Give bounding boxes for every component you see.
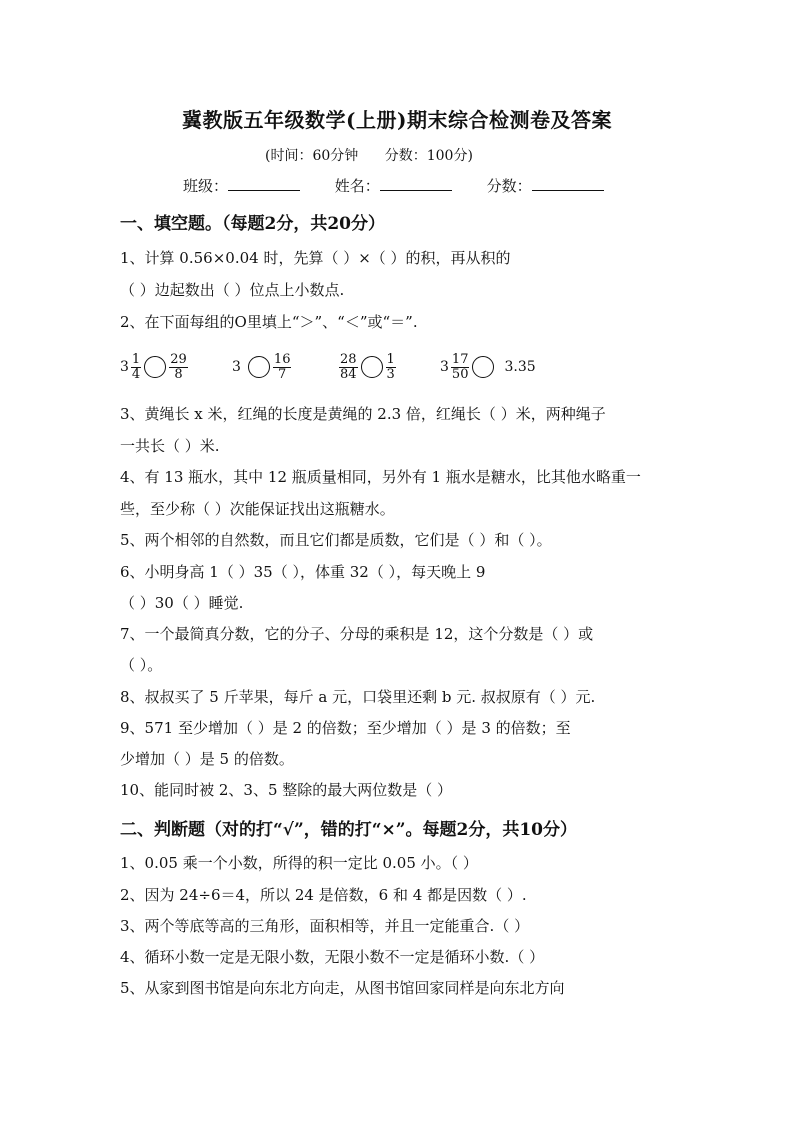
question-line: 1、计算 0.56×0.04 时，先算（ ）×（ ）的积，再从积的 (120, 249, 511, 267)
comparison-group-1 (120, 347, 189, 387)
denominator: 4 (131, 366, 141, 382)
class-blank[interactable] (228, 176, 300, 191)
question-line: 10、能同时被 2、3、5 整除的最大两位数是（ ） (120, 781, 453, 799)
section-heading-fill-in: 一、填空题。（每题2分，共20分） (120, 214, 385, 234)
compare-circle[interactable] (144, 356, 166, 378)
numerator: 1 (386, 351, 395, 367)
question-line: 4、有 13 瓶水，其中 12 瓶质量相同，另外有 1 瓶水是糖水，比其他水略重一 (120, 468, 641, 486)
comparison-group-4 (440, 347, 537, 387)
total-score: 分数：100分) (384, 148, 473, 164)
question-line: 2、因为 24÷6＝4，所以 24 是倍数，6 和 4 都是因数（ ）. (120, 886, 527, 904)
whole-part: 3 (120, 359, 129, 375)
question-line: 8、叔叔买了 5 斤苹果，每斤 a 元，口袋里还剩 b 元. 叔叔原有（ ）元. (120, 688, 596, 706)
denominator: 84 (340, 366, 357, 382)
name-blank[interactable] (380, 176, 452, 191)
name-label: 姓名： (334, 177, 380, 195)
question-line: 2、在下面每组的O里填上“＞”、“＜”或“＝”. (120, 313, 418, 331)
question-line: 一共长（ ）米. (120, 437, 220, 455)
question-line: 4、循环小数一定是无限小数，无限小数不一定是循环小数.（ ） (120, 948, 545, 966)
compare-circle[interactable] (248, 356, 270, 378)
compare-circle[interactable] (472, 356, 494, 378)
denominator: 50 (451, 366, 469, 382)
score-field (487, 175, 604, 196)
time-limit: (时间：60分钟 (265, 148, 359, 164)
fraction (386, 353, 396, 382)
whole-part: 3 (440, 359, 449, 375)
fraction (169, 353, 188, 382)
denominator: 7 (278, 366, 287, 382)
mixed-number (120, 353, 142, 382)
numerator: 1 (131, 351, 141, 367)
question-line: 少增加（ ）是 5 的倍数。 (120, 750, 294, 768)
question-line: 5、从家到图书馆是向东北方向走，从图书馆回家同样是向东北方向 (120, 979, 565, 997)
question-line: 6、小明身高 1（ ）35（ ），体重 32（ ），每天晚上 9 (120, 563, 486, 581)
whole-number: 3 (232, 359, 241, 375)
question-line: 9、571 至少增加（ ）是 2 的倍数；至少增加（ ）是 3 的倍数；至 (120, 719, 571, 737)
numerator: 17 (451, 351, 469, 367)
numerator: 28 (340, 351, 357, 367)
compare-circle[interactable] (361, 356, 383, 378)
class-field (183, 175, 300, 196)
numerator: 16 (273, 351, 291, 367)
comparison-group-3 (338, 347, 397, 387)
question-line: 3、两个等底等高的三角形，面积相等，并且一定能重合.（ ） (120, 917, 530, 935)
question-line: （ ）边起数出（ ）位点上小数点. (120, 281, 345, 299)
mixed-number (440, 353, 470, 382)
denominator: 8 (174, 366, 183, 382)
question-line: 些，至少称（ ）次能保证找出这瓶糖水。 (120, 500, 395, 518)
score-label: 分数： (486, 177, 532, 195)
exam-meta (265, 145, 495, 165)
numerator: 29 (170, 351, 187, 367)
question-line: 3、黄绳长 x 米，红绳的长度是黄绳的 2.3 倍，红绳长（ ）米，两种绳子 (120, 405, 606, 423)
question-line: 1、0.05 乘一个小数，所得的积一定比 0.05 小。（ ） (120, 854, 478, 872)
denominator: 3 (386, 366, 395, 382)
score-blank[interactable] (532, 176, 604, 191)
fraction (451, 353, 470, 382)
fraction (273, 353, 292, 382)
class-label: 班级： (183, 177, 229, 195)
name-field (335, 175, 452, 196)
comparison-group-2 (232, 347, 292, 387)
question-line: 7、一个最简真分数，它的分子、分母的乘积是 12，这个分数是（ ）或 (120, 625, 594, 643)
page-title: 冀教版五年级数学(上册)期末综合检测卷及答案 (182, 108, 612, 132)
question-line: （ ）。 (120, 656, 163, 674)
decimal-value: 3.35 (504, 359, 536, 375)
fraction (131, 353, 141, 382)
section-heading-true-false: 二、判断题（对的打“√”，错的打“×”。每题2分，共10分） (120, 820, 578, 840)
fraction (339, 353, 358, 382)
student-info (183, 175, 634, 196)
question-line: （ ）30（ ）睡觉. (120, 594, 244, 612)
question-line: 5、两个相邻的自然数，而且它们都是质数，它们是（ ）和（ ）。 (120, 531, 552, 549)
